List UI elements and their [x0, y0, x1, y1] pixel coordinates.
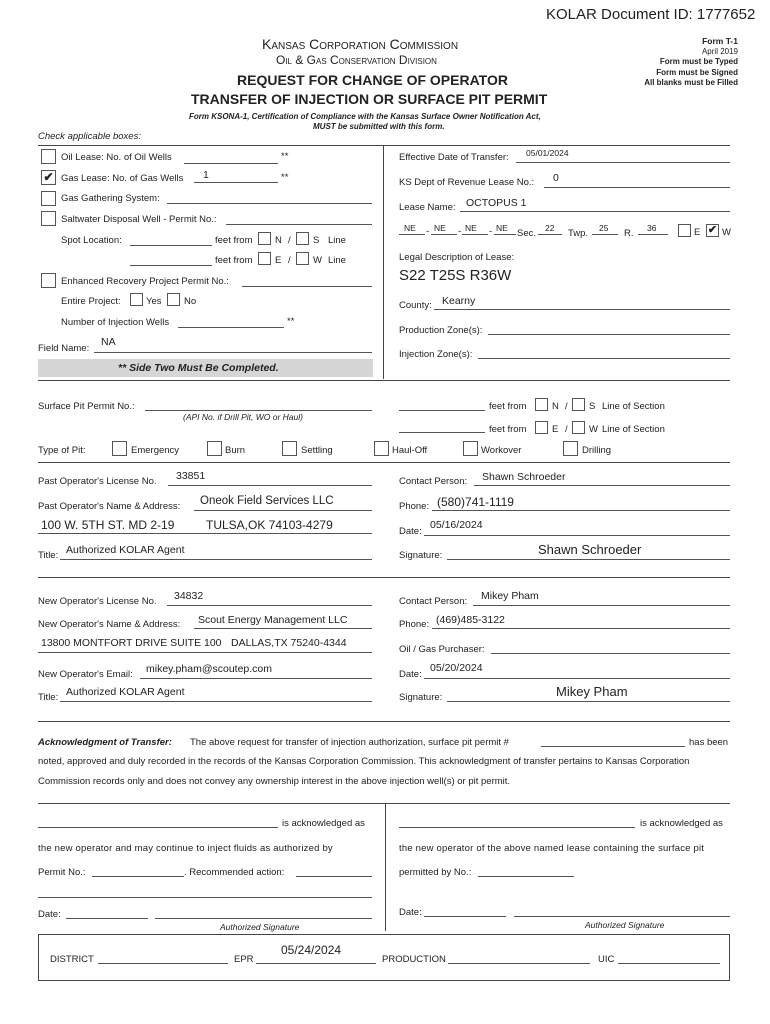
injection-zone-label: Injection Zone(s): [399, 349, 473, 360]
spot-s-checkbox[interactable] [296, 232, 309, 245]
new-title-value: Authorized KOLAR Agent [66, 686, 185, 698]
range-label: R. [624, 228, 634, 239]
entire-project-no[interactable] [167, 293, 180, 306]
new-name-value: Scout Energy Management LLC [198, 614, 348, 626]
spot-e-checkbox[interactable] [258, 252, 271, 265]
gas-lease-label: Gas Lease: No. of Gas Wells [61, 173, 184, 184]
past-signature-label: Signature: [399, 550, 443, 561]
new-phone-value: (469)485-3122 [436, 614, 505, 626]
new-contact-label: Contact Person: [399, 596, 468, 607]
spot-n-checkbox[interactable] [258, 232, 271, 245]
pit-e-checkbox[interactable] [535, 421, 548, 434]
right-auth-signature: Authorized Signature [585, 920, 665, 930]
ack-line-3: Commission records only and does not convey any ownership interest in the above injection well(s) or pit permit. [38, 776, 511, 787]
surface-pit-label: Surface Pit Permit No.: [38, 401, 135, 412]
past-name-value: Oneok Field Services LLC [200, 495, 334, 507]
lease-name-label: Lease Name: [399, 202, 456, 213]
enhanced-recovery-checkbox[interactable] [41, 273, 56, 288]
check-applicable-label: Check applicable boxes: [38, 131, 141, 142]
document-id: KOLAR Document ID: 1777652 [546, 6, 756, 23]
right-ack-line: the new operator of the above named lease containing the surface pit [399, 843, 705, 854]
form-subtitle-2: MUST be submitted with this form. [313, 122, 445, 131]
form-title-1: REQUEST FOR CHANGE OF OPERATOR [237, 72, 508, 88]
new-signature-label: Signature: [399, 692, 443, 703]
effective-date-value: 05/01/2024 [526, 148, 569, 158]
saltwater-checkbox[interactable] [41, 211, 56, 226]
agency-name: Kansas Corporation Commission [262, 36, 459, 52]
new-title-label: Title: [38, 692, 59, 703]
past-date-value: 05/16/2024 [430, 519, 483, 531]
gas-gathering-checkbox[interactable] [41, 191, 56, 206]
field-name-label: Field Name: [38, 343, 90, 354]
past-license-value: 33851 [176, 470, 206, 482]
oil-lease-checkbox[interactable] [41, 149, 56, 164]
spot-w-checkbox[interactable] [296, 252, 309, 265]
past-title-label: Title: [38, 550, 59, 561]
pit-workover-checkbox[interactable] [463, 441, 478, 456]
past-phone-label: Phone: [399, 501, 430, 512]
legal-desc-label: Legal Description of Lease: [399, 252, 515, 263]
right-is-ack: is acknowledged as [640, 818, 723, 829]
entire-project-yes[interactable] [130, 293, 143, 306]
effective-date-label: Effective Date of Transfer: [399, 152, 509, 163]
twp-label: Twp. [568, 228, 589, 239]
past-name-label: Past Operator's Name & Address: [38, 501, 181, 512]
form-subtitle-1: Form KSONA-1, Certification of Compliance with the Kansas Surface Owner Notification Act, [189, 112, 541, 121]
entire-project-label: Entire Project: [61, 296, 121, 307]
gas-lease-checkbox[interactable]: ✔ [41, 170, 56, 185]
left-auth-signature: Authorized Signature [220, 922, 300, 932]
division-name: Oil & Gas Conservation Division [276, 53, 437, 67]
past-contact-label: Contact Person: [399, 476, 468, 487]
epr-value: 05/24/2024 [281, 943, 342, 957]
new-signature-value: Mikey Pham [556, 684, 628, 699]
county-value: Kearny [442, 295, 476, 307]
past-phone-value: (580)741-1119 [437, 495, 514, 509]
recommended-action-label: . Recommended action: [184, 867, 285, 878]
ks-dept-value: 0 [553, 172, 559, 184]
pit-n-checkbox[interactable] [535, 398, 548, 411]
new-address-value: 13800 MONTFORT DRIVE SUITE 100 [41, 637, 222, 649]
pit-haul-off-checkbox[interactable] [374, 441, 389, 456]
range-value: 36 [647, 223, 657, 233]
left-is-ack: is acknowledged as [282, 818, 365, 829]
num-injection-label: Number of Injection Wells [61, 317, 170, 328]
right-date-label: Date: [399, 907, 422, 918]
quarter-4: NE [496, 223, 508, 233]
new-license-value: 34832 [174, 590, 204, 602]
past-title-value: Authorized KOLAR Agent [66, 544, 185, 556]
new-date-label: Date: [399, 669, 422, 680]
ack-line-1: The above request for transfer of injection authorization, surface pit permit # [190, 737, 509, 748]
form-title-2: TRANSFER OF INJECTION OR SURFACE PIT PERMIT [191, 91, 548, 107]
new-email-value: mikey.pham@scoutep.com [146, 663, 273, 675]
past-contact-value: Shawn Schroeder [482, 471, 566, 483]
form-date: April 2019 [701, 47, 738, 56]
new-email-label: New Operator's Email: [38, 669, 133, 680]
pit-s-checkbox[interactable] [572, 398, 585, 411]
past-signature-value: Shawn Schroeder [538, 542, 642, 557]
must-be-signed: Form must be Signed [656, 68, 738, 77]
blanks-filled: All blanks must be Filled [644, 78, 738, 87]
sec-value: 22 [545, 223, 555, 233]
past-date-label: Date: [399, 526, 422, 537]
county-label: County: [399, 300, 432, 311]
ack-label: Acknowledgment of Transfer: [38, 737, 172, 748]
lease-name-value: OCTOPUS 1 [466, 197, 527, 209]
field-name-value: NA [101, 336, 116, 348]
type-of-pit-label: Type of Pit: [38, 445, 86, 456]
twp-value: 25 [599, 223, 609, 233]
uic-label: UIC [598, 954, 615, 965]
form-number: Form T-1 [702, 36, 738, 46]
oil-lease-label: Oil Lease: No. of Oil Wells [61, 152, 172, 163]
past-address-value: 100 W. 5TH ST. MD 2-19 [41, 518, 175, 532]
left-ack-line: the new operator and may continue to inject fluids as authorized by [38, 843, 333, 854]
pit-w-checkbox[interactable] [572, 421, 585, 434]
new-date-value: 05/20/2024 [430, 662, 483, 674]
pit-burn-checkbox[interactable] [207, 441, 222, 456]
past-city-value: TULSA,OK 74103-4279 [206, 518, 333, 532]
quarter-3: NE [465, 223, 477, 233]
district-label: DISTRICT [50, 954, 94, 965]
new-purchaser-label: Oil / Gas Purchaser: [399, 644, 485, 655]
permitted-by-label: permitted by No.: [399, 867, 472, 878]
pit-drilling-checkbox[interactable] [563, 441, 578, 456]
pit-emergency-checkbox[interactable] [112, 441, 127, 456]
ks-dept-label: KS Dept of Revenue Lease No.: [399, 177, 535, 188]
ack-line-2: noted, approved and duly recorded in the records of the Kansas Corporation Commission. This acknowledgment of transfer pertains to Kansas Corporation [38, 756, 690, 767]
left-date-label: Date: [38, 909, 61, 920]
new-contact-value: Mikey Pham [481, 590, 539, 602]
gas-gathering-label: Gas Gathering System: [61, 193, 160, 204]
past-license-label: Past Operator's License No. [38, 476, 157, 487]
sec-label: Sec. [517, 228, 537, 239]
new-name-label: New Operator's Name & Address: [38, 619, 181, 630]
saltwater-label: Saltwater Disposal Well - Permit No.: [61, 214, 217, 225]
production-label: PRODUCTION [382, 954, 446, 965]
quarter-2: NE [434, 223, 446, 233]
legal-desc-value: S22 T25S R36W [399, 267, 512, 284]
new-city-value: DALLAS,TX 75240-4344 [231, 637, 347, 649]
left-permit-label: Permit No.: [38, 867, 86, 878]
production-zone-label: Production Zone(s): [399, 325, 483, 336]
quarter-1: NE [404, 223, 416, 233]
spot-location-label: Spot Location: [61, 235, 122, 246]
side-two-banner: ** Side Two Must Be Completed. [38, 359, 373, 377]
enhanced-recovery-label: Enhanced Recovery Project Permit No.: [61, 276, 229, 287]
api-note: (API No. if Drill Pit, WO or Haul) [183, 412, 303, 422]
new-license-label: New Operator's License No. [38, 596, 157, 607]
range-w-checkbox[interactable]: ✔ [707, 224, 718, 236]
gas-wells-value: 1 [203, 169, 209, 181]
must-be-typed: Form must be Typed [659, 57, 738, 66]
pit-settling-checkbox[interactable] [282, 441, 297, 456]
new-phone-label: Phone: [399, 619, 430, 630]
range-e-checkbox[interactable] [678, 224, 691, 237]
epr-label: EPR [234, 954, 254, 965]
